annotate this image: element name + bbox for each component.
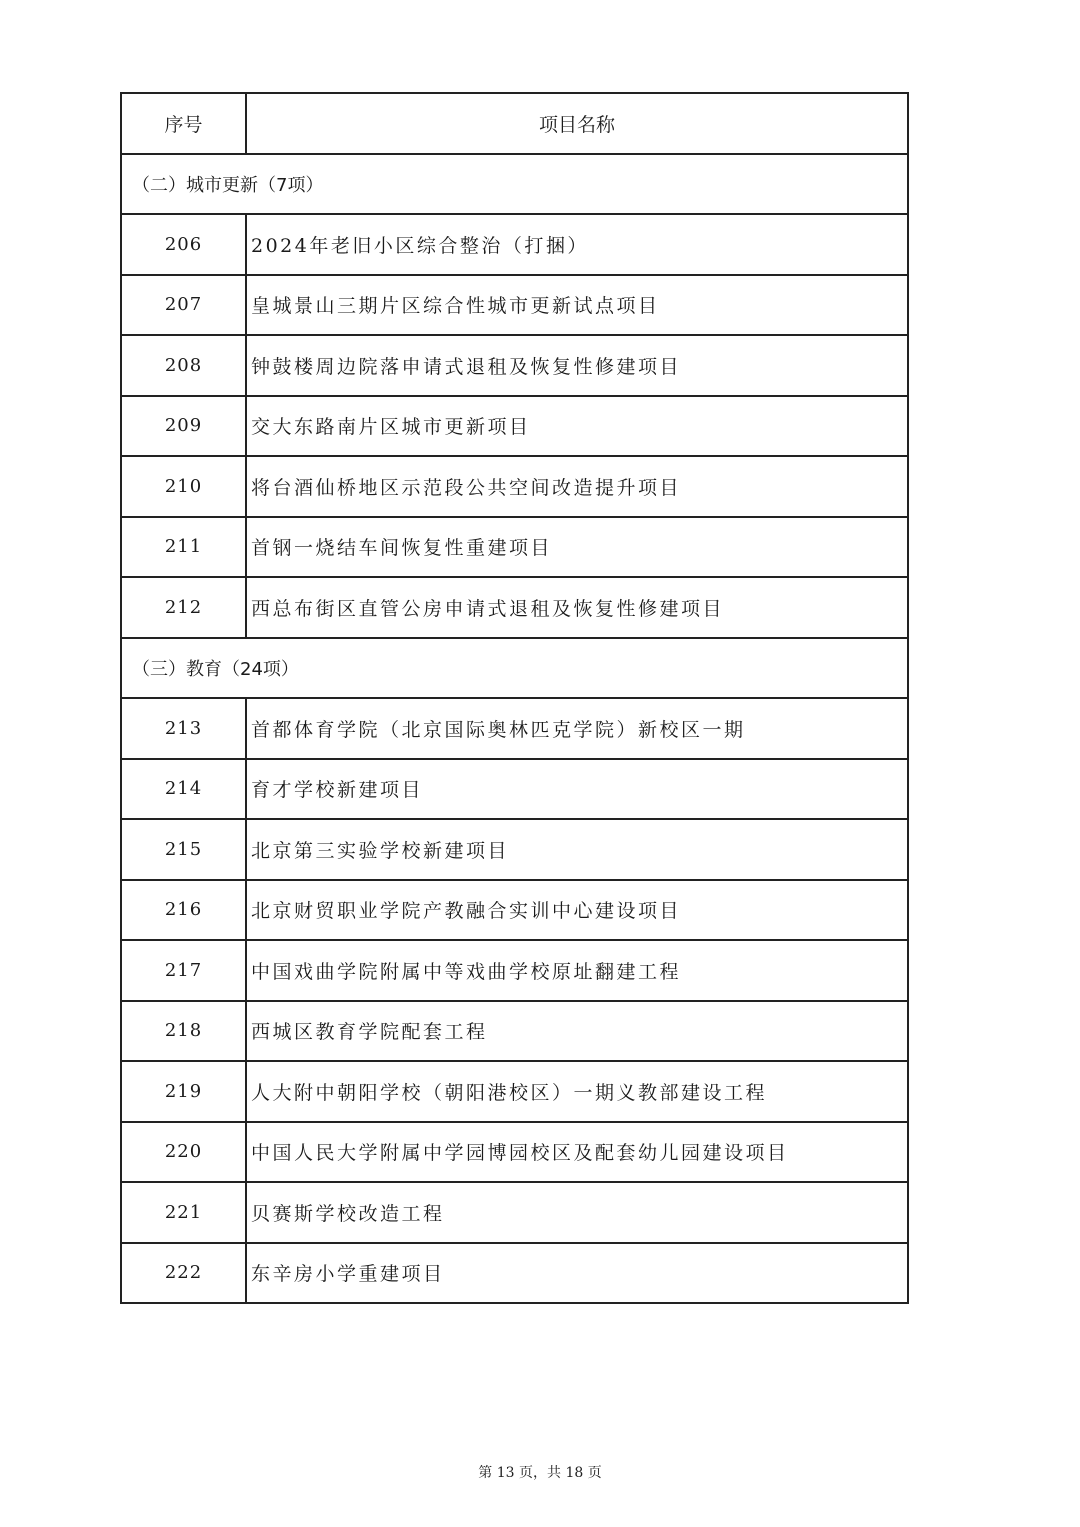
row-seq: 219 (121, 1061, 246, 1122)
table-row (121, 214, 908, 275)
section-title: （二）城市更新（7项） (121, 154, 908, 215)
table-row (121, 759, 908, 820)
row-seq: 206 (121, 214, 246, 275)
row-seq: 216 (121, 880, 246, 941)
row-name: 贝赛斯学校改造工程 (246, 1182, 908, 1243)
row-name: 西总布街区直管公房申请式退租及恢复性修建项目 (246, 577, 908, 638)
table-row (121, 577, 908, 638)
row-seq: 221 (121, 1182, 246, 1243)
table-row (121, 819, 908, 880)
header-name: 项目名称 (246, 93, 908, 154)
row-name: 东辛房小学重建项目 (246, 1243, 908, 1304)
row-name: 人大附中朝阳学校（朝阳港校区）一期义教部建设工程 (246, 1061, 908, 1122)
table-row (121, 1182, 908, 1243)
row-name: 北京第三实验学校新建项目 (246, 819, 908, 880)
row-name: 钟鼓楼周边院落申请式退租及恢复性修建项目 (246, 335, 908, 396)
row-seq: 213 (121, 698, 246, 759)
table-row (121, 275, 908, 336)
section-row (121, 154, 908, 215)
row-seq: 210 (121, 456, 246, 517)
row-seq: 218 (121, 1001, 246, 1062)
table-row (121, 1001, 908, 1062)
row-name: 2024年老旧小区综合整治（打捆） (246, 214, 908, 275)
table-row (121, 1061, 908, 1122)
row-seq: 212 (121, 577, 246, 638)
row-seq: 215 (121, 819, 246, 880)
row-name: 交大东路南片区城市更新项目 (246, 396, 908, 457)
row-name: 将台酒仙桥地区示范段公共空间改造提升项目 (246, 456, 908, 517)
row-name: 北京财贸职业学院产教融合实训中心建设项目 (246, 880, 908, 941)
table-row (121, 1122, 908, 1183)
row-name: 中国人民大学附属中学园博园校区及配套幼儿园建设项目 (246, 1122, 908, 1183)
table-row (121, 1243, 908, 1304)
section-title: （三）教育（24项） (121, 638, 908, 699)
table-row (121, 517, 908, 578)
page-footer: 第 13 页，共 18 页 (478, 1465, 602, 1481)
table-header-row (121, 93, 908, 154)
row-name: 育才学校新建项目 (246, 759, 908, 820)
row-seq: 209 (121, 396, 246, 457)
table-row (121, 880, 908, 941)
table-row (121, 396, 908, 457)
row-seq: 211 (121, 517, 246, 578)
table-row (121, 698, 908, 759)
row-name: 西城区教育学院配套工程 (246, 1001, 908, 1062)
row-name: 首钢一烧结车间恢复性重建项目 (246, 517, 908, 578)
row-seq: 207 (121, 275, 246, 336)
header-seq: 序号 (121, 93, 246, 154)
row-name: 中国戏曲学院附属中等戏曲学校原址翻建工程 (246, 940, 908, 1001)
table-row (121, 456, 908, 517)
row-seq: 217 (121, 940, 246, 1001)
project-table (120, 92, 909, 1304)
row-seq: 222 (121, 1243, 246, 1304)
section-row (121, 638, 908, 699)
row-seq: 220 (121, 1122, 246, 1183)
row-seq: 214 (121, 759, 246, 820)
table-row (121, 335, 908, 396)
row-name: 首都体育学院（北京国际奥林匹克学院）新校区一期 (246, 698, 908, 759)
row-seq: 208 (121, 335, 246, 396)
table-body (121, 93, 908, 1303)
row-name: 皇城景山三期片区综合性城市更新试点项目 (246, 275, 908, 336)
table-row (121, 940, 908, 1001)
